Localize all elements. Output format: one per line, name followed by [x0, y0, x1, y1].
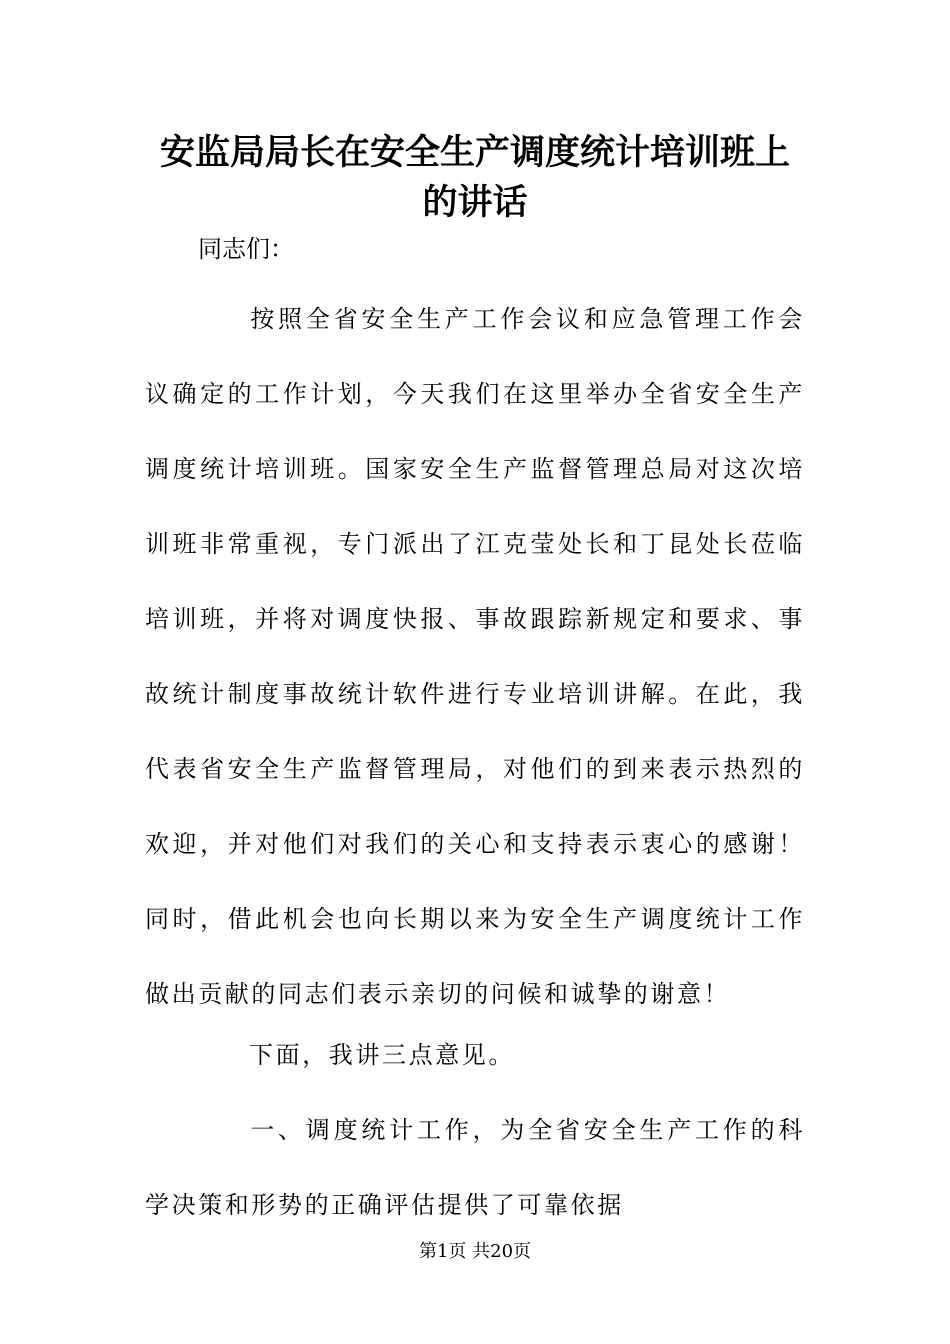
paragraph-text: 按照全省安全生产工作会议和应急管理工作会议确定的工作计划，今天我们在这里举办全省安全生产调度统计培训班。国家安全生产监督管理总局对这次培训班非常重视，专门派出了江克莹处长和丁昆处长莅临培训班，并将对调度快报、事故跟踪新规定和要求、事故统计制度事故统计软件进行专业培训讲解。在此，我代表省安全生产监督管理局，对他们的到来表示热烈的欢迎，并对他们对我们的关心和支持表示衷心的感谢！同时，借此机会也向长期以来为安全生产调度统计工作做出贡献的同志们表示亲切的问候和诚挚的谢意！: [145, 305, 805, 1008]
paragraph-intro: [145, 282, 805, 1032]
paragraph-text: 下面，我讲三点意见。: [249, 1041, 515, 1069]
paragraph-transition: [145, 1018, 805, 1093]
salutation: 同志们：: [198, 235, 294, 263]
paragraph-text: 一、调度统计工作，为全省安全生产工作的科学决策和形势的正确评估提供了可靠依据: [145, 1116, 805, 1219]
section-heading-1: [145, 1093, 805, 1243]
title-line-1: 安监局局长在安全生产调度统计培训班上: [159, 132, 790, 173]
document-title: [140, 128, 810, 228]
title-line-2: 的讲话: [422, 182, 528, 223]
page-footer: 第1页 共20页: [418, 1241, 532, 1262]
